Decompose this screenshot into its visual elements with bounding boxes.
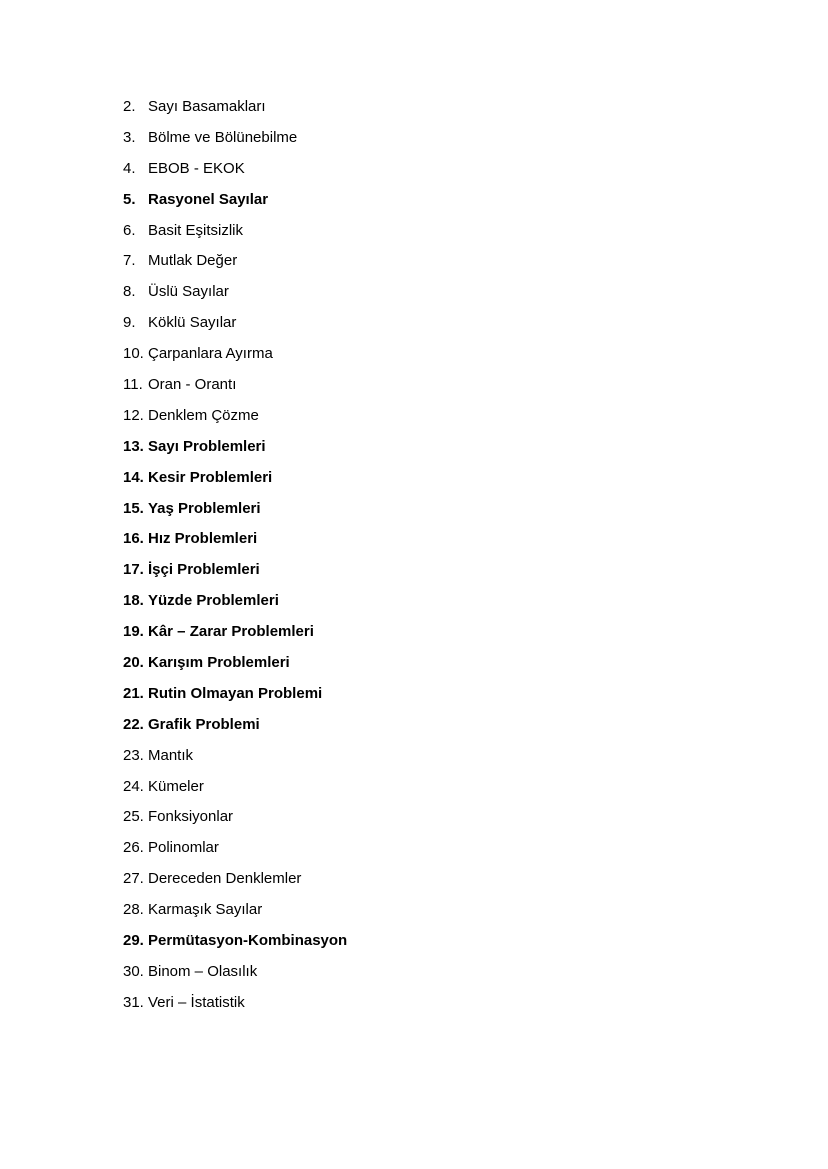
list-item (123, 961, 347, 992)
list-item (123, 683, 347, 714)
list-item (123, 930, 347, 961)
item-number: 22. (123, 715, 144, 733)
item-label: İşçi Problemleri (148, 561, 260, 579)
list-item (123, 992, 347, 1023)
item-label: Mutlak Değer (148, 252, 238, 270)
item-number: 9. (123, 314, 136, 332)
item-number: 13. (123, 437, 144, 455)
list-item (123, 467, 347, 498)
item-label: Mantık (148, 746, 194, 764)
item-number: 4. (123, 159, 136, 177)
item-label: Veri – İstatistik (148, 993, 245, 1011)
item-label: Köklü Sayılar (148, 314, 237, 332)
item-number: 27. (123, 870, 144, 888)
item-label: Basit Eşitsizlik (148, 221, 244, 239)
item-label: Polinomlar (148, 839, 219, 857)
list-item (123, 312, 347, 343)
list-item (123, 96, 347, 127)
item-label: Yüzde Problemleri (148, 592, 279, 610)
list-item (123, 559, 347, 590)
item-number: 24. (123, 777, 144, 795)
item-number: 28. (123, 901, 144, 919)
item-label: Çarpanlara Ayırma (148, 345, 273, 363)
list-item (123, 745, 347, 776)
item-label: Kümeler (148, 777, 204, 795)
item-number: 7. (123, 252, 136, 270)
list-item (123, 652, 347, 683)
item-number: 30. (123, 962, 144, 980)
list-item (123, 714, 347, 745)
list-item (123, 281, 347, 312)
item-label: Hız Problemleri (148, 530, 258, 548)
item-label: Yaş Problemleri (148, 499, 261, 517)
list-item (123, 528, 347, 559)
list-item (123, 436, 347, 467)
item-label: EBOB - EKOK (148, 159, 245, 177)
item-number: 25. (123, 808, 144, 826)
item-label: Kesir Problemleri (148, 468, 273, 486)
list-item (123, 498, 347, 529)
item-number: 18. (123, 592, 144, 610)
list-item (123, 776, 347, 807)
item-label: Binom – Olasılık (148, 962, 258, 980)
list-item (123, 621, 347, 652)
list-item (123, 189, 347, 220)
list-item (123, 343, 347, 374)
item-number: 5. (123, 190, 136, 208)
item-number: 20. (123, 654, 144, 672)
item-label: Grafik Problemi (148, 715, 260, 733)
item-label: Üslü Sayılar (148, 283, 229, 301)
item-number: 29. (123, 932, 144, 950)
item-number: 8. (123, 283, 136, 301)
item-number: 26. (123, 839, 144, 857)
topic-list (123, 96, 347, 1023)
list-item (123, 590, 347, 621)
item-number: 16. (123, 530, 144, 548)
list-item (123, 868, 347, 899)
item-label: Rutin Olmayan Problemi (148, 684, 323, 702)
item-number: 2. (123, 98, 136, 115)
item-number: 31. (123, 993, 144, 1011)
item-number: 15. (123, 499, 144, 517)
item-label: Karışım Problemleri (148, 654, 290, 672)
list-item (123, 899, 347, 930)
item-label: Rasyonel Sayılar (148, 190, 269, 208)
list-item (123, 405, 347, 436)
item-number: 10. (123, 345, 144, 363)
item-number: 14. (123, 468, 144, 486)
item-label: Sayı Problemleri (148, 437, 266, 455)
item-number: 21. (123, 684, 144, 702)
item-number: 11. (123, 376, 143, 394)
item-label: Sayı Basamakları (148, 98, 266, 115)
list-item (123, 220, 347, 251)
list-item (123, 837, 347, 868)
item-number: 19. (123, 623, 144, 641)
item-label: Oran - Orantı (148, 376, 237, 394)
list-item (123, 374, 347, 405)
list-item (123, 127, 347, 158)
list-item (123, 806, 347, 837)
item-number: 23. (123, 746, 144, 764)
list-item (123, 250, 347, 281)
item-label: Fonksiyonlar (148, 808, 234, 826)
item-label: Bölme ve Bölünebilme (148, 128, 298, 146)
item-label: Kâr – Zarar Problemleri (148, 623, 314, 641)
item-number: 6. (123, 221, 136, 239)
item-label: Karmaşık Sayılar (148, 901, 263, 919)
item-label: Denklem Çözme (148, 406, 259, 424)
item-label: Dereceden Denklemler (148, 870, 302, 888)
item-number: 17. (123, 561, 144, 579)
list-item (123, 158, 347, 189)
item-label: Permütasyon-Kombinasyon (148, 932, 348, 950)
item-number: 12. (123, 406, 144, 424)
item-number: 3. (123, 128, 136, 146)
